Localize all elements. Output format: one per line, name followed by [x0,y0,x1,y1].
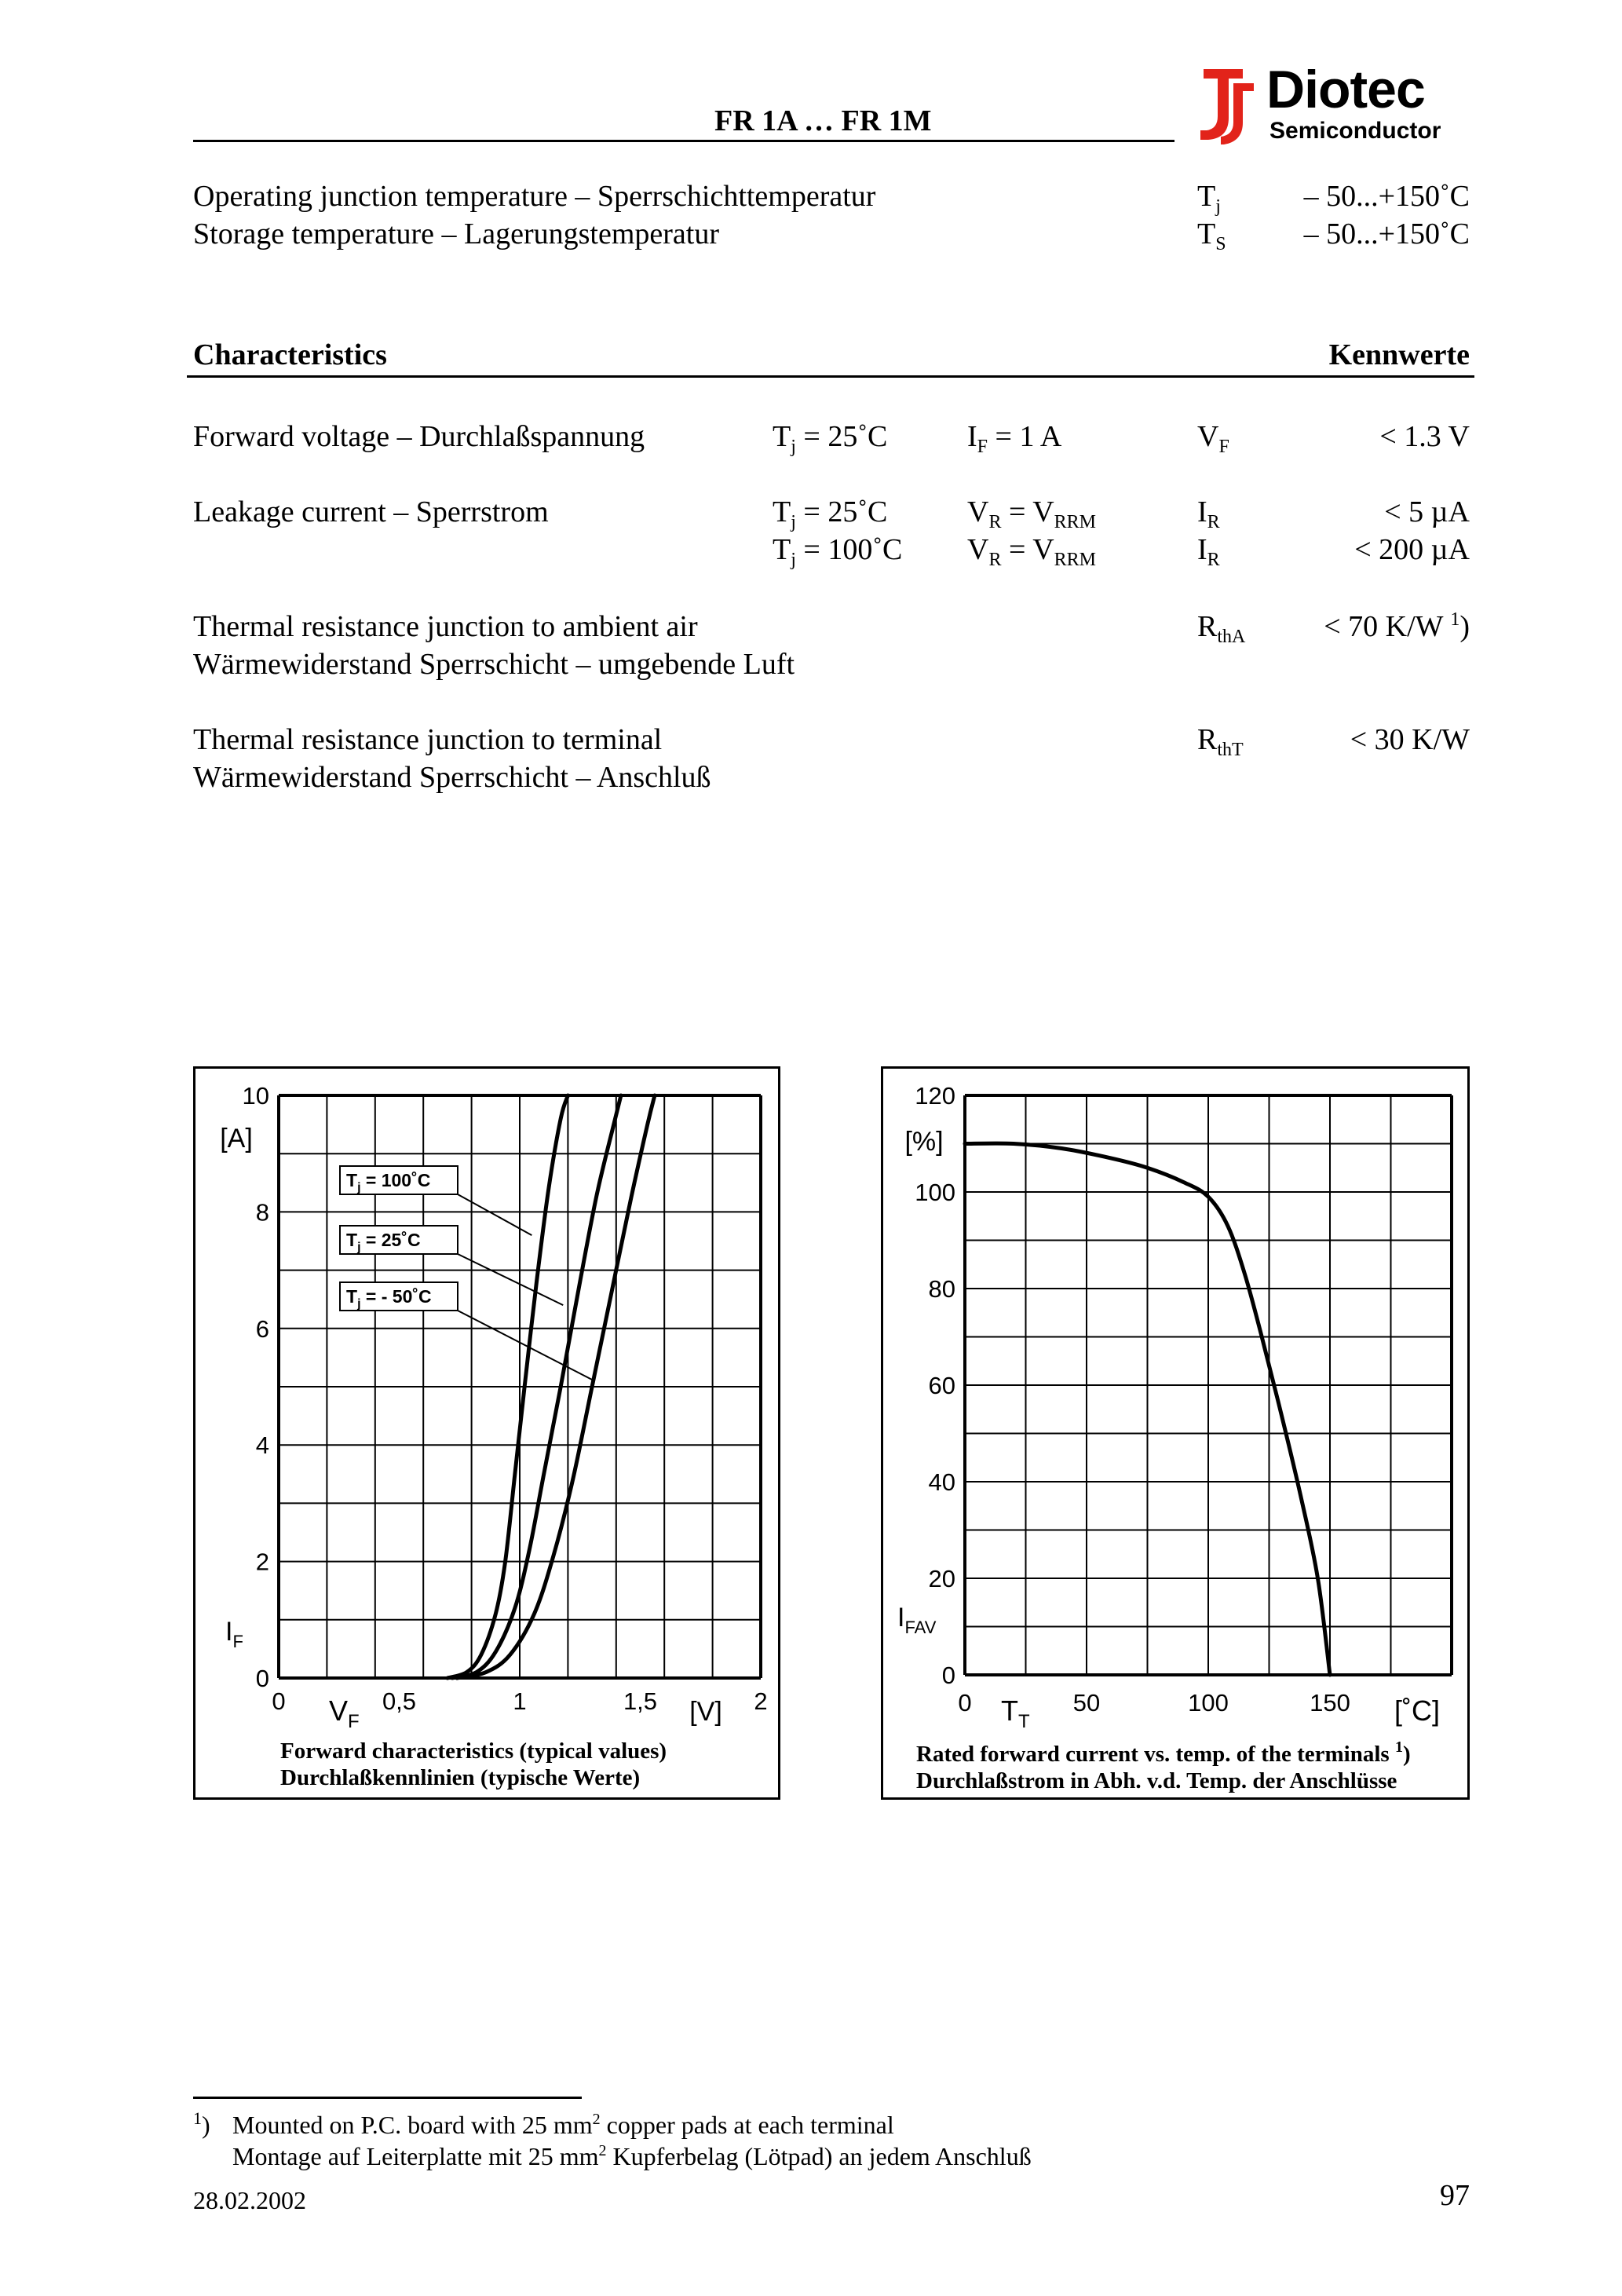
leakage-row2-symbol: $I_R$ [1197,533,1220,570]
forward-voltage-cond-current: $I_F = 1$ A [967,420,1062,457]
thermal-terminal-value: < 30 K/W [1350,723,1470,756]
leakage-row1-voltage: $V_R = V_{RRM}$ [967,495,1097,532]
x-tick-label: 50 [1072,1689,1101,1717]
thermal-ambient-value: < 70 K/W $^1$) [1324,609,1470,643]
forward-voltage-label: Forward voltage – Durchlaßspannung [193,420,645,453]
thermal-ambient-label-de: Wärmewiderstand Sperrschicht – umgebende Luft [193,648,795,681]
footnote-mark: $^1$) [193,2108,210,2139]
leakage-row2-temp: $T_j$ = 100˚C [773,533,903,570]
y-tick-label: 100 [915,1179,955,1206]
rated-current-plot [883,1069,1472,1802]
legend-label: $T_j$ = - 50˚C [346,1286,432,1311]
x-axis-label: $T_T$ [1001,1695,1030,1732]
thermal-ambient-symbol: $R_{thA}$ [1197,610,1246,647]
chart2-caption-de: Durchlaßstrom in Abh. v.d. Temp. der Anschlüsse [916,1768,1397,1793]
temp-storage-label: Storage temperature – Lagerungstemperatur [193,218,719,250]
y-tick-label: 2 [255,1548,269,1576]
y-tick-label: 0 [941,1662,955,1689]
legend-label: $T_j$ = 25˚C [346,1230,421,1254]
x-tick-label: 2 [754,1687,768,1715]
forward-voltage-cond-temp: $T_j$ = 25˚C [773,420,888,457]
temp-operating-label: Operating junction temperature – Sperrschichttemperatur [193,180,876,213]
diotec-logo-icon [1197,63,1260,146]
forward-voltage-symbol: $V_F$ [1197,420,1229,457]
y-axis-label: $I_F$ [225,1617,243,1651]
rated-current-chart [881,1066,1470,1800]
kennwerte-title: Kennwerte [1328,338,1470,371]
y-unit-label: [A] [220,1124,253,1153]
thermal-terminal-label-de: Wärmewiderstand Sperrschicht – Anschluß [193,761,711,794]
y-tick-label: 20 [928,1565,955,1592]
chart1-caption-en: Forward characteristics (typical values) [280,1738,667,1764]
page-title: FR 1A … FR 1M [714,104,932,137]
y-tick-label: 8 [255,1198,269,1227]
temp-operating-value: – 50...+150˚C [1303,180,1470,213]
y-axis-label: $I_{FAV}$ [897,1603,937,1637]
characteristics-title: Characteristics [193,338,387,371]
x-tick-label: 0 [272,1687,286,1715]
chart2-caption-en: Rated forward current vs. temp. of the terminals $^1$) [916,1738,1411,1767]
y-tick-label: 80 [928,1275,955,1303]
x-tick-label: 0,5 [382,1687,417,1715]
y-tick-label: 0 [255,1665,269,1692]
x-unit-label: [V] [689,1697,722,1727]
x-tick-label: 100 [1188,1689,1229,1717]
leakage-row2-value: < 200 µA [1354,533,1470,566]
forward-characteristics-chart [193,1066,780,1800]
footnote-rule [193,2097,582,2099]
y-tick-label: 6 [255,1314,269,1343]
temp-storage-value: – 50...+150˚C [1303,218,1470,250]
x-unit-label: [˚C] [1394,1695,1440,1727]
y-tick-label: 120 [915,1082,955,1110]
legend-leader [458,1254,563,1305]
forward-voltage-value: < 1.3 V [1379,420,1470,453]
y-tick-label: 10 [242,1082,269,1110]
leakage-row1-temp: $T_j$ = 25˚C [773,495,888,532]
header-rule [193,140,1174,142]
diotec-logo [1197,60,1488,149]
thermal-terminal-symbol: $R_{thT}$ [1197,723,1244,760]
y-tick-label: 40 [928,1468,955,1496]
thermal-ambient-label-en: Thermal resistance junction to ambient air [193,610,698,643]
footnote-line-en: Mounted on P.C. board with 25 $mm^2$ copper pads at each terminal [232,2111,894,2139]
leakage-row2-voltage: $V_R = V_{RRM}$ [967,533,1097,570]
x-tick-label: 1,5 [623,1687,658,1715]
y-tick-label: 4 [255,1431,269,1460]
temp-operating-symbol: $T_j$ [1197,180,1221,217]
x-tick-label: 150 [1310,1689,1350,1717]
brand-name: Diotec [1266,60,1425,119]
footnote-line-de: Montage auf Leiterplatte mit 25 $mm^2$ Kupferbelag (Lötpad) an jedem Anschluß [232,2142,1032,2170]
leakage-current-label: Leakage current – Sperrstrom [193,495,549,528]
footer-page-number: 97 [1440,2179,1470,2212]
characteristics-rule [187,375,1474,378]
leakage-row1-symbol: $I_R$ [1197,495,1220,532]
x-axis-label: $V_F$ [329,1695,360,1732]
x-tick-label: 0 [958,1689,972,1717]
temp-storage-symbol: $T_S$ [1197,218,1226,254]
leakage-row1-value: < 5 µA [1384,495,1470,528]
thermal-terminal-label-en: Thermal resistance junction to terminal [193,723,663,756]
brand-sub: Semiconductor [1269,118,1441,144]
legend-leader [458,1194,532,1235]
forward-characteristics-plot [195,1069,783,1802]
x-tick-label: 1 [513,1687,527,1715]
footer-date: 28.02.2002 [193,2186,306,2214]
y-unit-label: [%] [904,1127,944,1157]
chart1-caption-de: Durchlaßkennlinien (typische Werte) [280,1765,641,1790]
y-tick-label: 60 [928,1372,955,1399]
legend-label: $T_j$ = 100˚C [346,1170,431,1194]
